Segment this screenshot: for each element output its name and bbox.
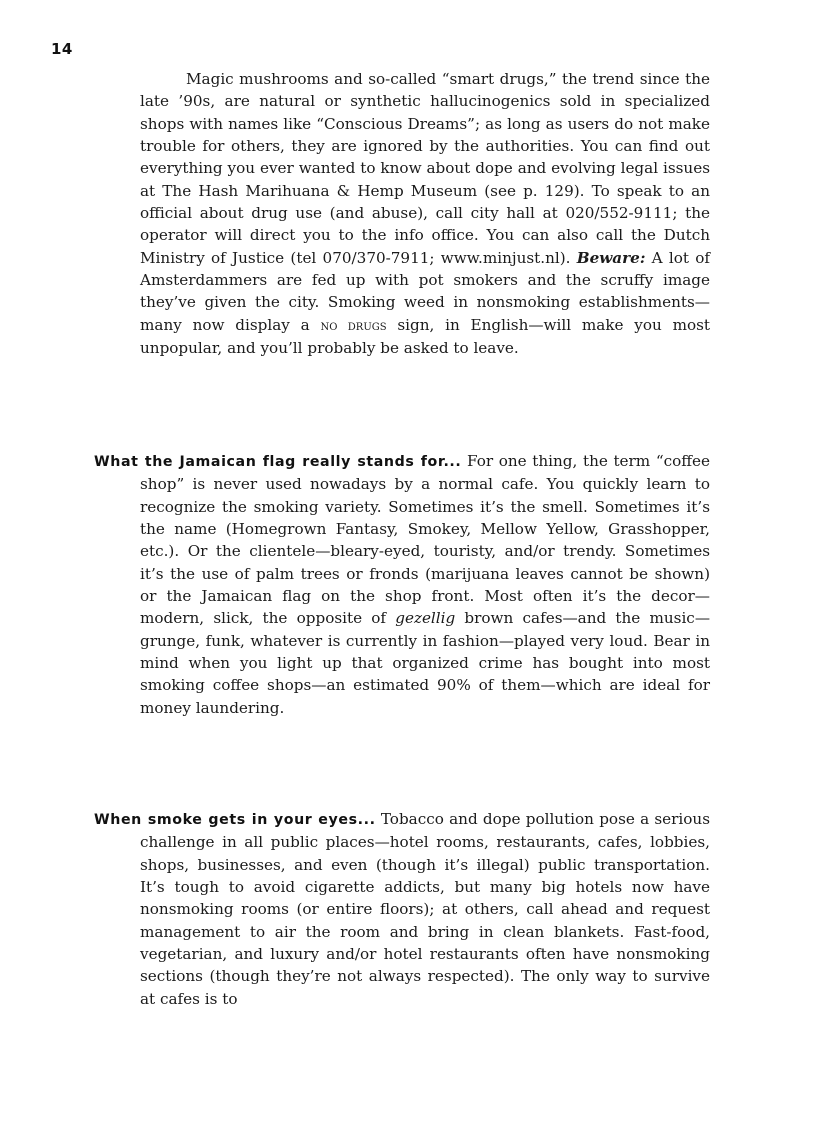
- entry-text-part2: brown cafes—and the music—grunge, funk, whatever is currently in fashion—played very loud. Bear in mind when you light up that organized crime has bought into most smoking coffee shops—an estimated 90% of them—which are ideal for money laundering.: [140, 609, 711, 717]
- entry-text-part1: Tobacco and dope pollution pose a serious challenge in all public places—hotel rooms, restaurants, cafes, lobbies, shops, businesses, and even (though it’s illegal) public transportation. It’s tough to avoid cigarette addicts, but many big hotels now have nonsmoking rooms (or entire floors); at others, call ahead and request management to air the room and bring in clean blankets. Fast-food, vegetarian, and luxury and/or hotel restaurants often have nonsmoking sections (though they’re not always respected). The only way to survive at cafes is to: [140, 810, 710, 1008]
- entry-jamaican-flag: [94, 450, 711, 719]
- no-drugs-sign-text: no drugs: [320, 317, 387, 334]
- page-number: 14: [51, 40, 73, 58]
- entry-italic-term: gezellig: [395, 609, 456, 628]
- entry-heading: When smoke gets in your eyes...: [94, 812, 376, 828]
- intro-paragraph: [140, 68, 710, 359]
- entry-smoke-in-eyes: [94, 808, 710, 1010]
- entry-text-part1: For one thing, the term “coffee shop” is never used nowadays by a normal cafe. You quickly learn to recognize the smoking variety. Sometimes it’s the smell. Sometimes it’s the name (Homegrown Fantasy, Smokey, Mellow Yellow, Grasshopper, etc.). Or the clientele—bleary-eyed, touristy, and/or trendy. Sometimes it’s the use of palm trees or fronds (marijuana leaves cannot be shown) or the Jamaican flag on the shop front. Most often it’s the decor—modern, slick, the opposite of: [140, 452, 710, 628]
- intro-text-part2: A lot of Amsterdammers are fed up with pot smokers and the scruffy image they’ve given the city. Smoking weed in nonsmoking establishments—many now display a: [140, 248, 711, 334]
- beware-label: Beware:: [576, 248, 646, 267]
- intro-text-part1: Magic mushrooms and so-called “smart drugs,” the trend since the late ’90s, are natural or synthetic hallucinogenics sold in specialized shops with names like “Conscious Dreams”; as long as users do not make trouble for others, they are ignored by the authorities. You can find out everything you ever wanted to know about dope and evolving legal issues at The Hash Marihuana & Hemp Museum (see p. 129). To speak to an official about drug use (and abuse), call city hall at 020/552-9111; the operator will direct you to the info office. You can also call the Dutch Ministry of Justice (tel 070/370-7911; www.minjust.nl).: [140, 70, 710, 267]
- entry-heading: What the Jamaican flag really stands for...: [94, 454, 462, 470]
- intro-text-part3: sign, in English—will make you most unpopular, and you’ll probably be asked to leave.: [140, 315, 711, 358]
